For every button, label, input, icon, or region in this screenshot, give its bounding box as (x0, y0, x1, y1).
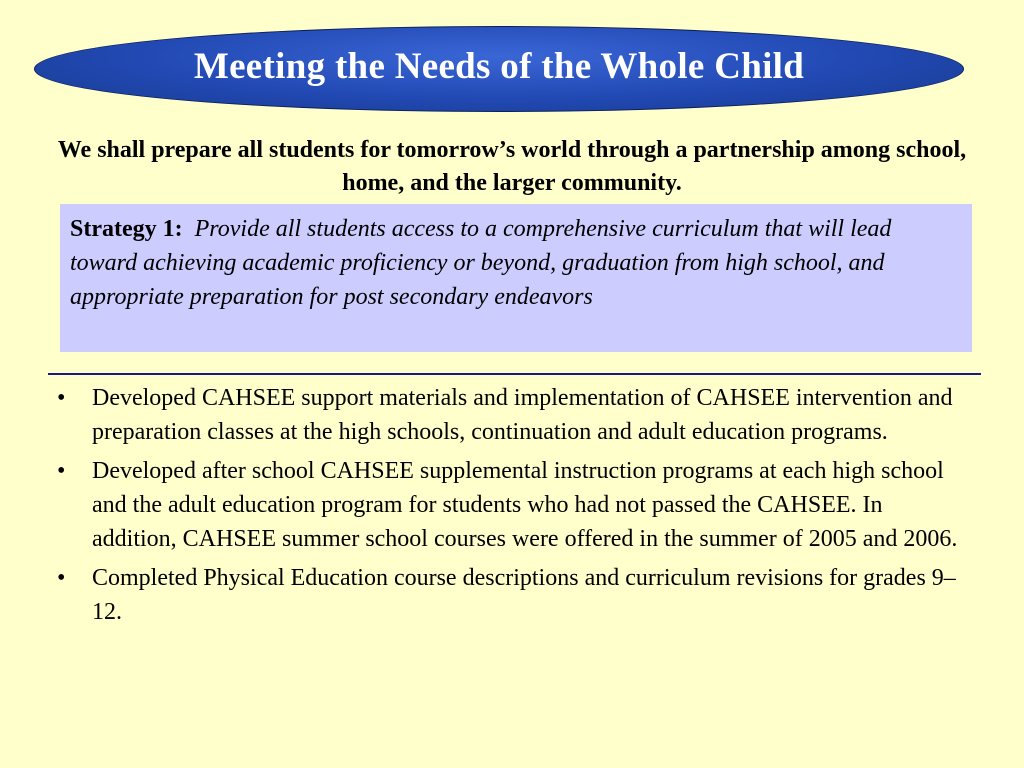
title-banner (34, 26, 964, 112)
strategy-box (60, 204, 972, 352)
strategy-text: Provide all students access to a comprehensive curriculum that will lead toward achieving academic proficiency or beyond, graduation from high school, and appropriate preparation for post secondary endeavors (70, 216, 892, 310)
list-item-text: Completed Physical Education course descriptions and curriculum revisions for grades 9–12. (92, 565, 956, 625)
accomplishments-list (50, 381, 970, 634)
bullet-icon: • (57, 385, 66, 411)
mission-statement: We shall prepare all students for tomorrow’s world through a partnership among school, home, and the larger community. (57, 137, 967, 196)
divider-line (48, 373, 981, 375)
bullet-icon: • (57, 458, 66, 484)
slide-title: Meeting the Needs of the Whole Child (193, 45, 805, 87)
list-item (50, 561, 970, 629)
strategy-label: Strategy 1: (70, 216, 183, 242)
list-item (50, 454, 970, 556)
list-item-text: Developed after school CAHSEE supplemental instruction programs at each high school and the adult education program for students who had not passed the CAHSEE. In addition, CAHSEE summer school courses were offered in the summer of 2005 and 2006. (92, 458, 958, 552)
list-item-text: Developed CAHSEE support materials and implementation of CAHSEE intervention and preparation classes at the high schools, continuation and adult education programs. (92, 385, 953, 445)
bullet-icon: • (57, 565, 66, 591)
list-item (50, 381, 970, 449)
